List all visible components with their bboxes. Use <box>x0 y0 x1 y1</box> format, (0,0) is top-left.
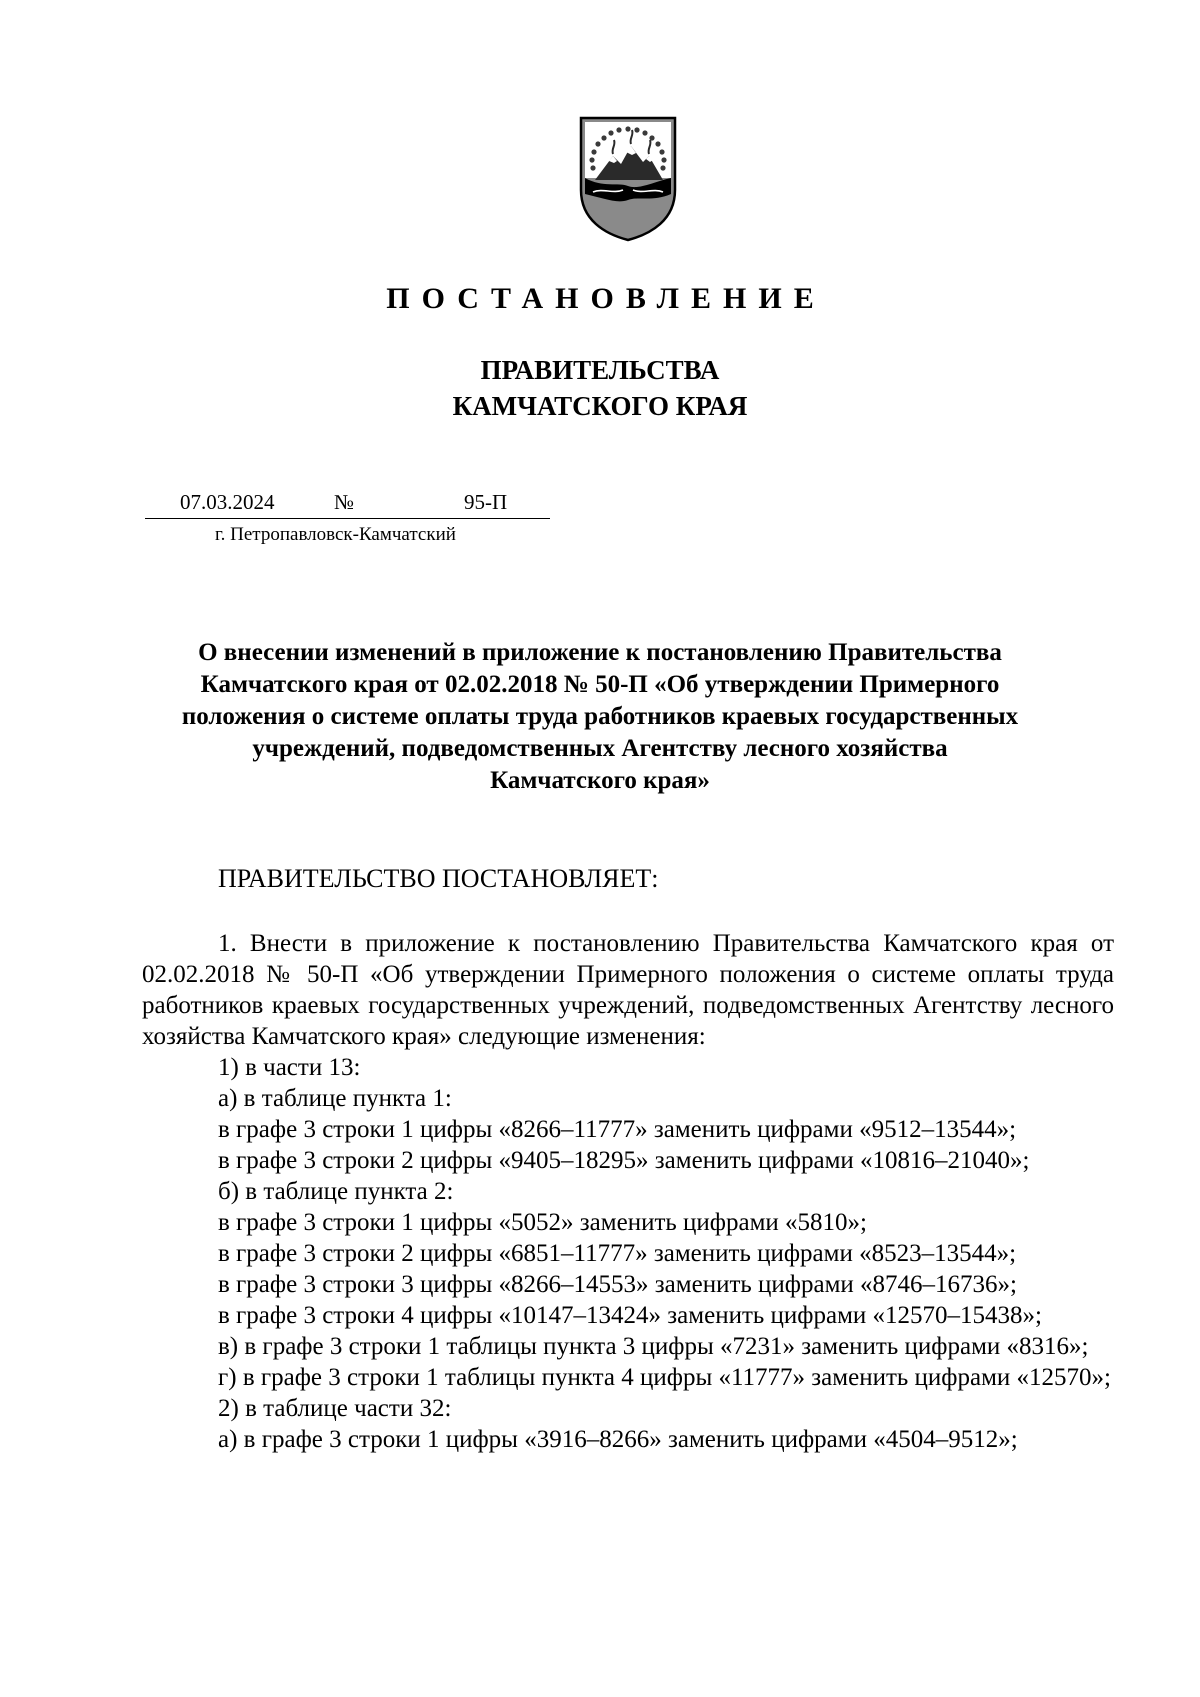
number-sign: № <box>334 490 355 514</box>
paragraph-1: 1. Внести в приложение к постановлению Правительства Камчатского края от 02.02.2018 № 50-П «Об утверждении Примерного положения о системе оплаты труда работников краевых государственных учреждений, подведомственных Агентству лесного хозяйства Камчатского края» следующие изменения: <box>142 930 1114 1050</box>
coat-of-arms-emblem <box>573 112 683 242</box>
subject-line-2: Камчатского края от 02.02.2018 № 50-П «Об утверждении Примерного <box>200 671 1000 698</box>
subject-line-3: положения о системе оплаты труда работников краевых государственных <box>181 703 1019 730</box>
date-number-underline <box>145 518 550 519</box>
issuer-block <box>0 352 1200 424</box>
item-table-point-2: б) в таблице пункта 2: <box>218 1178 454 1205</box>
item-table-point-1: а) в таблице пункта 1: <box>218 1085 452 1112</box>
document-subject <box>130 637 1070 797</box>
change-line: в графе 3 строки 1 цифры «8266–11777» заменить цифрами «9512–13544»; <box>218 1116 1017 1143</box>
item-part-13: 1) в части 13: <box>218 1054 361 1081</box>
resolves-heading: ПРАВИТЕЛЬСТВО ПОСТАНОВЛЯЕТ: <box>218 864 659 893</box>
change-line: в графе 3 строки 2 цифры «9405–18295» заменить цифрами «10816–21040»; <box>218 1147 1030 1174</box>
item-part-32: 2) в таблице части 32: <box>218 1395 452 1422</box>
subject-line-5: Камчатского края» <box>490 767 710 794</box>
document-city: г. Петропавловск-Камчатский <box>215 524 456 545</box>
item-point-4: г) в графе 3 строки 1 таблицы пункта 4 цифры «11777» заменить цифрами «12570»; <box>218 1364 1111 1391</box>
subject-line-4: учреждений, подведомственных Агентству лесного хозяйства <box>252 735 948 762</box>
issuer-line-1: ПРАВИТЕЛЬСТВА <box>480 355 720 385</box>
item-point-3: в) в графе 3 строки 1 таблицы пункта 3 цифры «7231» заменить цифрами «8316»; <box>218 1333 1089 1360</box>
document-number: 95-П <box>464 490 508 514</box>
change-line: в графе 3 строки 4 цифры «10147–13424» заменить цифрами «12570–15438»; <box>218 1302 1042 1329</box>
change-line: а) в графе 3 строки 1 цифры «3916–8266» заменить цифрами «4504–9512»; <box>218 1426 1018 1453</box>
issuer-line-2: КАМЧАТСКОГО КРАЯ <box>452 391 748 421</box>
change-line: в графе 3 строки 2 цифры «6851–11777» заменить цифрами «8523–13544»; <box>218 1240 1017 1267</box>
change-line: в графе 3 строки 3 цифры «8266–14553» заменить цифрами «8746–16736»; <box>218 1271 1017 1298</box>
subject-line-1: О внесении изменений в приложение к постановлению Правительства <box>198 639 1002 666</box>
document-type-title: ПОСТАНОВЛЕНИЕ <box>386 282 826 315</box>
document-date: 07.03.2024 <box>180 490 275 514</box>
change-line: в графе 3 строки 1 цифры «5052» заменить цифрами «5810»; <box>218 1209 867 1236</box>
document-body <box>142 928 1114 1455</box>
